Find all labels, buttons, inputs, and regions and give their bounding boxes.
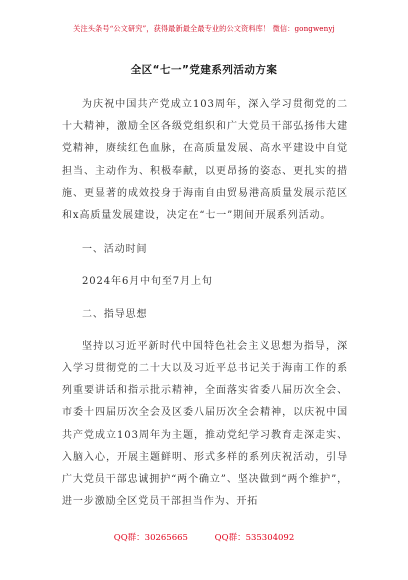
promo-banner: 关注头条号“公文研究”，获得最新最全最专业的公文资料库！ 微信：gongwenyj (73, 24, 335, 33)
qq-group-1: QQ群：30265665 (113, 533, 188, 543)
qq-group-2: QQ群：535304092 (214, 533, 295, 543)
activity-time-text: 2024年6月中旬至7月上旬 (82, 276, 213, 288)
contact-footer (0, 531, 408, 543)
document-title: 全区“七一”党建系列活动方案 (130, 64, 278, 76)
guiding-ideology-paragraph: 坚持以习近平新时代中国特色社会主义思想为指导，深入学习贯彻党的二十大以及习近平总书记关于海南工作的系列重要讲话和指示批示精神，全面落实省委八届历次全会、市委十四届历次全会及区委八届历次全会精神，以庆祝中国共产党成立103周年为主题，推动党纪学习教育走深走实、入脑入心，开展主题鲜明、形式多样的系列庆祝活动，引导广大党员干部忠诚拥护“两个确立”、坚决做到“两个维护”，进一步激励全区党员干部担当作为、开拓 (62, 340, 348, 508)
section-heading-activity-time: 一、活动时间 (82, 244, 148, 256)
section-heading-guiding-ideology: 二、指导思想 (82, 308, 148, 320)
document-body (62, 94, 348, 513)
intro-paragraph: 为庆祝中国共产党成立103周年，深入学习贯彻党的二十大精神，激励全区各级党组织和广大党员干部弘扬伟大建党精神，赓续红色血脉，在高质量发展、高水平建设中自觉担当、主动作为、积极奉献，以更昂扬的姿态、更扎实的措施、更显著的成效投身于海南自由贸易港高质量发展示范区和x高质量发展建设，决定在“七一”期间开展系列活动。 (62, 99, 348, 222)
